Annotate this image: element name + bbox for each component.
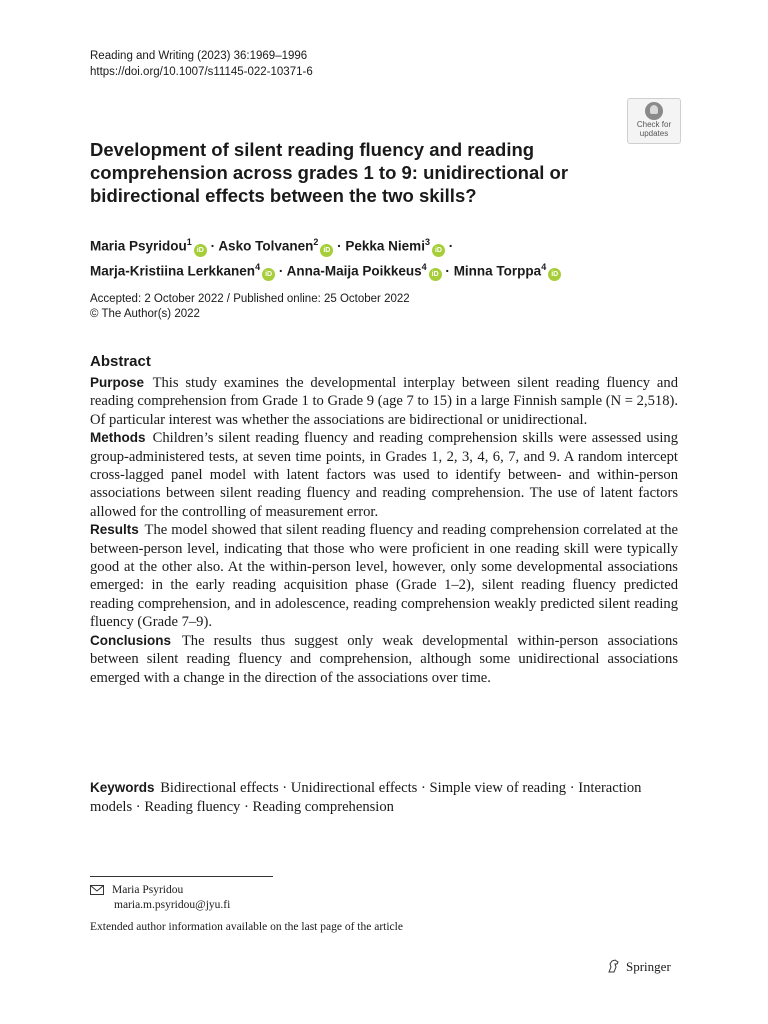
publisher-logo <box>606 958 671 976</box>
orcid-icon[interactable]: iD <box>429 268 442 281</box>
abstract-results: Results The model showed that silent reading fluency and reading comprehension correlated at the between-person level, indicating that those who were proficient in one reading skill were typically good at the other also. At the within-person level, however, only some developmental associations emerged: in the early reading acquisition phase (Grade 1–2), silent reading fluency predicted reading comprehension, and in adolescence, reading comprehension weakly predicted silent reading fluency (Grade 7–9). <box>90 522 678 631</box>
extended-info-note: Extended author information available on the last page of the article <box>90 921 403 933</box>
corresponding-email[interactable]: maria.m.psyridou@jyu.fi <box>114 899 231 911</box>
abstract-purpose: Purpose This study examines the developmental interplay between silent reading fluency and reading comprehension from Grade 1 to Grade 9 (age 7 to 15) in a large Finnish sample (N = 2,518). Of particular interest was whether the associations are bidirectional or unidirectional. <box>90 375 678 428</box>
doi-link[interactable]: https://doi.org/10.1007/s11145-022-10371-6 <box>90 66 313 78</box>
footnote-divider <box>90 876 273 877</box>
check-updates-label: Check for updates <box>636 120 672 138</box>
orcid-icon[interactable]: iD <box>548 268 561 281</box>
check-for-updates-badge[interactable] <box>627 98 681 144</box>
orcid-icon[interactable]: iD <box>194 244 207 257</box>
journal-header <box>90 48 313 80</box>
abstract-methods: Methods Children’s silent reading fluency and reading comprehension skills were assessed using group-administered tests, at seven time points, in Grades 1, 2, 3, 4, 6, 7, and 9. A random intercept cross-lagged panel model with latent factors was used to identify between- and within-person associations between silent reading fluency and reading comprehension. The use of latent factors allowed for the controlling of measurement error. <box>90 430 678 520</box>
corresponding-name: Maria Psyridou <box>112 884 184 896</box>
keywords-text: Bidirectional effects · Unidirectional effects · Simple view of reading · Interaction models · Reading fluency · Reading comprehension <box>90 780 642 815</box>
author-name: Asko Tolvanen <box>218 238 314 254</box>
check-updates-icon <box>645 102 663 120</box>
springer-horse-icon <box>606 958 622 974</box>
orcid-icon[interactable]: iD <box>262 268 275 281</box>
publisher-name: Springer <box>626 959 671 974</box>
journal-citation: Reading and Writing (2023) 36:1969–1996 <box>90 50 308 62</box>
abstract-heading: Abstract <box>90 353 151 370</box>
accepted-published: Accepted: 2 October 2022 / Published online: 25 October 2022 <box>90 293 410 305</box>
keywords <box>90 778 678 817</box>
author-name: Marja-Kristiina Lerkkanen <box>90 263 256 278</box>
envelope-icon <box>90 885 104 895</box>
orcid-icon[interactable]: iD <box>432 244 445 257</box>
author-list: Maria Psyridou$^1$iD · Asko Tolvanen$^2$iD · Pekka Niemi$^3$iD · Marja-Kristiina Lerkkanen$^4$iD · Anna-Maija Poikkeus$^4$iD · Minna Torppa$^4$iD <box>90 232 561 281</box>
abstract <box>90 352 678 687</box>
article-title: Development of silent reading fluency and reading comprehension across grades 1 to 9: unidirectional or bidirectional effects between the two skills? <box>90 139 569 206</box>
author-name: Pekka Niemi <box>345 238 425 254</box>
abstract-conclusions: Conclusions The results thus suggest only weak developmental within-person associations between silent reading fluency and comprehension, although some unidirectional associations emerged with a change in the direction of the associations over time. <box>90 632 678 686</box>
copyright: © The Author(s) 2022 <box>90 308 200 320</box>
keywords-label: Keywords <box>90 780 155 795</box>
publication-dates <box>90 292 410 322</box>
author-name: Anna-Maija Poikkeus <box>286 263 422 278</box>
orcid-icon[interactable]: iD <box>320 244 333 257</box>
author-name: Minna Torppa <box>453 263 542 278</box>
corresponding-author <box>90 883 230 913</box>
author-name: Maria Psyridou <box>90 238 187 254</box>
